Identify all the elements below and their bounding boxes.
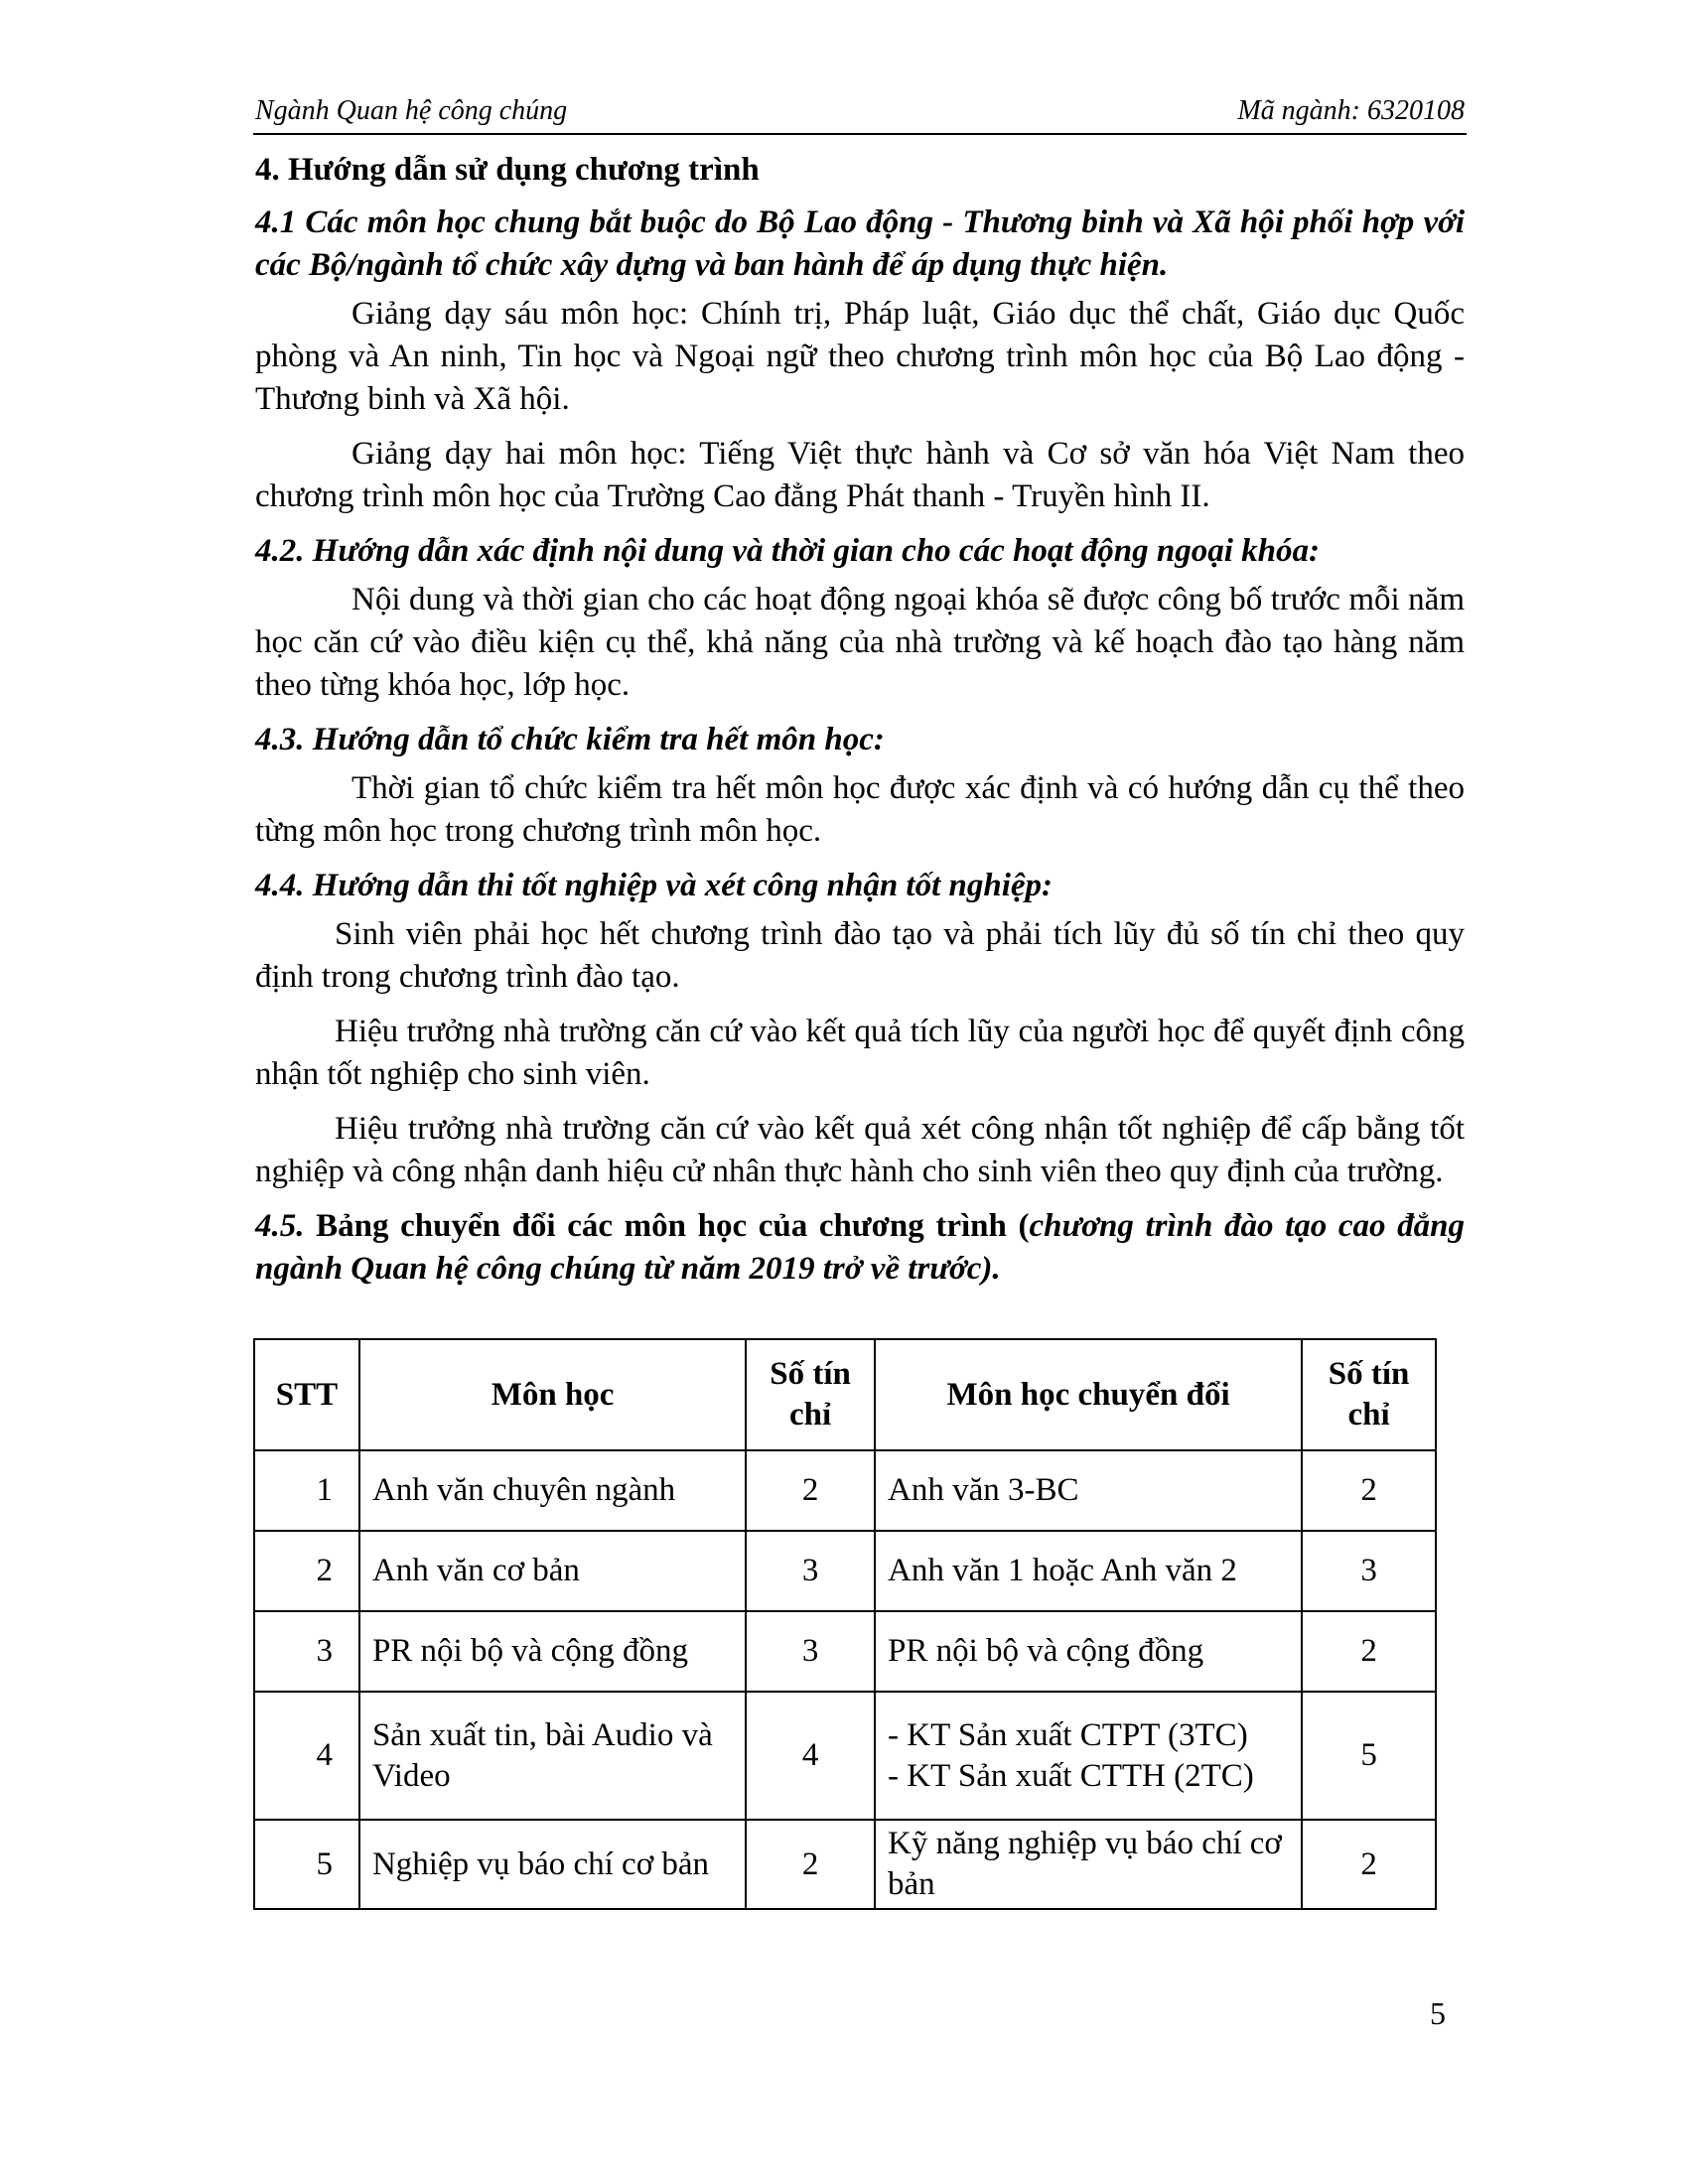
cell-credits: 3 <box>746 1611 875 1692</box>
course-conversion-table <box>253 1338 1437 1910</box>
cell-stt: 4 <box>254 1692 359 1820</box>
subsection-4-5-number: 4.5. <box>255 1208 305 1244</box>
cell-stt: 3 <box>254 1611 359 1692</box>
cell-converted-credits: 3 <box>1302 1531 1436 1611</box>
table-row <box>254 1692 1436 1820</box>
page-header <box>253 95 1467 135</box>
subsection-4-1-heading: 4.1 Các môn học chung bắt buộc do Bộ Lao động - Thương binh và Xã hội phối hợp với các Bộ/ngành tổ chức xây dựng và ban hành để áp dụng thực hiện. <box>255 205 1465 283</box>
subsection-4-5-heading <box>255 1205 1465 1291</box>
header-program-code: Mã ngành: 6320108 <box>1237 95 1465 126</box>
table-row <box>254 1531 1436 1611</box>
header-stt: STT <box>254 1339 359 1450</box>
subsection-4-1-paragraph-1: Giảng dạy sáu môn học: Chính trị, Pháp luật, Giáo dục thể chất, Giáo dục Quốc phòng và An ninh, Tin học và Ngoại ngữ theo chương trình môn học của Bộ Lao động - Thương binh và Xã hội. <box>255 296 1465 417</box>
cell-credits: 3 <box>746 1531 875 1611</box>
cell-stt: 2 <box>254 1531 359 1611</box>
subsection-4-2-heading: 4.2. Hướng dẫn xác định nội dung và thời gian cho các hoạt động ngoại khóa: <box>255 533 1320 569</box>
cell-course: Anh văn cơ bản <box>359 1531 746 1611</box>
cell-converted-credits: 2 <box>1302 1611 1436 1692</box>
subsection-4-4-paragraph-2: Hiệu trưởng nhà trường căn cứ vào kết quả tích lũy của người học để quyết định công nhận tốt nghiệp cho sinh viên. <box>255 1014 1465 1092</box>
cell-stt: 1 <box>254 1450 359 1531</box>
cell-credits: 2 <box>746 1820 875 1909</box>
table-row <box>254 1820 1436 1909</box>
cell-converted-credits: 5 <box>1302 1692 1436 1820</box>
subsection-4-4-paragraph-1: Sinh viên phải học hết chương trình đào tạo và phải tích lũy đủ số tín chỉ theo quy định trong chương trình đào tạo. <box>255 916 1465 995</box>
section-title: 4. Hướng dẫn sử dụng chương trình <box>255 152 760 188</box>
header-converted-credits: Số tín chỉ <box>1302 1339 1436 1450</box>
table-row <box>254 1450 1436 1531</box>
page-number: 5 <box>1430 1995 1446 2031</box>
cell-credits: 2 <box>746 1450 875 1531</box>
cell-converted-course: - KT Sản xuất CTPT (3TC) - KT Sản xuất CTTH (2TC) <box>875 1692 1302 1820</box>
subsection-4-5-close: ). <box>981 1251 1001 1287</box>
cell-converted-course: Kỹ năng nghiệp vụ báo chí cơ bản <box>875 1820 1302 1909</box>
subsection-4-1-paragraph-2: Giảng dạy hai môn học: Tiếng Việt thực hành và Cơ sở văn hóa Việt Nam theo chương trình môn học của Trường Cao đẳng Phát thanh - Truyền hình II. <box>255 436 1465 514</box>
subsection-4-4-heading: 4.4. Hướng dẫn thi tốt nghiệp và xét công nhận tốt nghiệp: <box>255 868 1054 903</box>
cell-converted-credits: 2 <box>1302 1820 1436 1909</box>
cell-converted-course: PR nội bộ và cộng đồng <box>875 1611 1302 1692</box>
subsection-4-2-paragraph-1: Nội dung và thời gian cho các hoạt động ngoại khóa sẽ được công bố trước mỗi năm học căn cứ vào điều kiện cụ thể, khả năng của nhà trường và kế hoạch đào tạo hàng năm theo từng khóa học, lớp học. <box>255 582 1465 703</box>
subsection-4-5-title: Bảng chuyển đổi các môn học của chương trình ( <box>304 1208 1030 1244</box>
page-content <box>255 149 1465 1297</box>
table-header-row <box>254 1339 1436 1450</box>
subsection-4-5-scope: chương trình đào tạo cao đẳng ngành Quan hệ công chúng từ năm 2019 trở về trước <box>255 1208 1466 1287</box>
cell-converted-course: Anh văn 3-BC <box>875 1450 1302 1531</box>
cell-course: Sản xuất tin, bài Audio và Video <box>359 1692 746 1820</box>
header-program-name: Ngành Quan hệ công chúng <box>255 95 568 126</box>
cell-converted-credits: 2 <box>1302 1450 1436 1531</box>
table-row <box>254 1611 1436 1692</box>
subsection-4-3-paragraph-1: Thời gian tổ chức kiểm tra hết môn học được xác định và có hướng dẫn cụ thể theo từng môn học trong chương trình môn học. <box>255 770 1465 849</box>
cell-course: Nghiệp vụ báo chí cơ bản <box>359 1820 746 1909</box>
cell-course: PR nội bộ và cộng đồng <box>359 1611 746 1692</box>
subsection-4-4-paragraph-3: Hiệu trưởng nhà trường căn cứ vào kết quả xét công nhận tốt nghiệp để cấp bằng tốt nghiệp và công nhận danh hiệu cử nhân thực hành cho sinh viên theo quy định của trường. <box>255 1111 1465 1189</box>
cell-stt: 5 <box>254 1820 359 1909</box>
subsection-4-3-heading: 4.3. Hướng dẫn tổ chức kiểm tra hết môn học: <box>255 722 885 757</box>
header-course: Môn học <box>359 1339 746 1450</box>
header-converted-course: Môn học chuyển đổi <box>875 1339 1302 1450</box>
header-credits: Số tín chỉ <box>746 1339 875 1450</box>
cell-converted-course: Anh văn 1 hoặc Anh văn 2 <box>875 1531 1302 1611</box>
cell-credits: 4 <box>746 1692 875 1820</box>
cell-course: Anh văn chuyên ngành <box>359 1450 746 1531</box>
